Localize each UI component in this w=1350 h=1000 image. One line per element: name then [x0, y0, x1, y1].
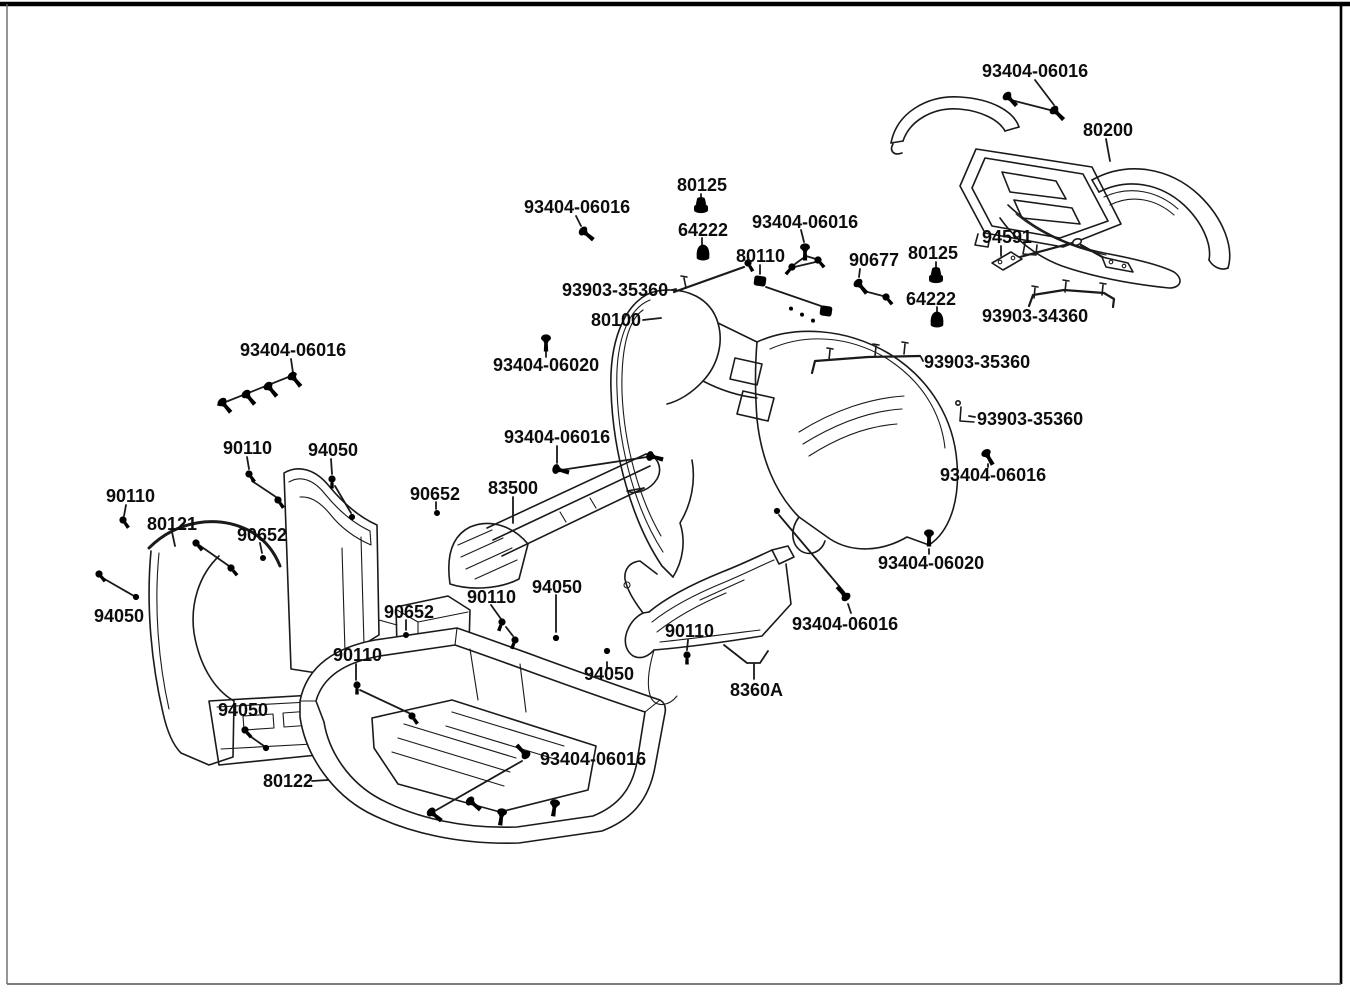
- pin-screw-icon: [604, 648, 610, 660]
- part-label-94050: 94050: [308, 440, 359, 460]
- part-label-80121: 80121: [147, 514, 198, 534]
- u-nut-clip-icon: [753, 275, 766, 287]
- fender-stud-icon: [800, 312, 806, 324]
- part-label-90110: 90110: [467, 587, 517, 607]
- part-label-80100: 80100: [591, 310, 642, 330]
- pin-screw-icon: [132, 593, 145, 606]
- part-label-64222: 64222: [678, 220, 729, 240]
- part-label-80110: 80110: [736, 246, 786, 266]
- part-label-93903-35360: 93903-35360: [924, 352, 1031, 372]
- part-label-90652: 90652: [410, 484, 461, 504]
- part-label-90110: 90110: [106, 486, 156, 506]
- part-label-90110: 90110: [333, 645, 383, 665]
- part-label-64222: 64222: [906, 289, 957, 309]
- part-label-93903-35360: 93903-35360: [562, 280, 669, 300]
- screw-icon: [118, 515, 131, 530]
- stay-rod-93903-35360-long: [812, 342, 920, 373]
- part-label-94591: 94591: [982, 227, 1033, 247]
- part-label-80125: 80125: [677, 175, 728, 195]
- screw-icon: [683, 651, 690, 664]
- screw-icon: [1001, 90, 1020, 109]
- flange-nut-icon: [694, 197, 708, 213]
- pin-screw-icon: [774, 508, 780, 520]
- part-label-80122: 80122: [263, 771, 314, 791]
- part-label-93404-06016: 93404-06016: [524, 197, 631, 217]
- part-label-93404-06016: 93404-06016: [752, 212, 859, 232]
- screw-icon: [645, 450, 664, 464]
- fender-stud-icon: [811, 318, 817, 330]
- fender-stud-icon: [789, 306, 795, 318]
- part-label-93903-35360: 93903-35360: [977, 409, 1084, 429]
- screw-icon: [833, 583, 852, 603]
- screw-icon: [577, 225, 597, 244]
- part-label-90652: 90652: [384, 602, 435, 622]
- screw-icon: [495, 617, 506, 632]
- part-label-80200: 80200: [1083, 120, 1134, 140]
- part-label-94050: 94050: [94, 606, 145, 626]
- screw-icon: [244, 469, 257, 484]
- u-nut-clip-icon: [819, 305, 832, 317]
- screw-icon: [551, 463, 570, 477]
- screw-icon: [262, 380, 281, 400]
- cap-nut-icon: [697, 244, 710, 260]
- part-label-93404-06016: 93404-06016: [504, 427, 611, 447]
- part-label-8360A: 8360A: [730, 680, 784, 700]
- screw-icon: [94, 569, 108, 584]
- screw-icon: [191, 538, 205, 553]
- part-label-94050: 94050: [532, 577, 583, 597]
- screw-icon: [881, 292, 895, 307]
- part-label-83500: 83500: [488, 478, 539, 498]
- screw-icon: [800, 243, 810, 260]
- part-label-93404-06016: 93404-06016: [792, 614, 899, 634]
- flange-nut-icon: [929, 267, 943, 283]
- stay-rod-93903-34360: [1029, 280, 1114, 307]
- screw-icon: [852, 277, 871, 297]
- part-label-94050: 94050: [584, 664, 635, 684]
- part-label-93404-06020: 93404-06020: [878, 553, 985, 573]
- part-label-90110: 90110: [223, 438, 273, 458]
- part-label-94050: 94050: [218, 700, 269, 720]
- screw-icon: [1048, 104, 1067, 123]
- part-label-93404-06020: 93404-06020: [493, 355, 600, 375]
- part-label-93903-34360: 93903-34360: [982, 306, 1089, 326]
- part-label-90110: 90110: [665, 621, 715, 641]
- part-label-80125: 80125: [908, 243, 959, 263]
- screw-icon: [541, 334, 551, 351]
- part-label-93404-06016: 93404-06016: [940, 465, 1047, 485]
- part-label-93404-06016: 93404-06016: [240, 340, 347, 360]
- pin-screw-icon: [553, 635, 559, 647]
- part-label-90652: 90652: [237, 525, 288, 545]
- clip-93903-35360: [956, 401, 974, 422]
- front-fender-assembly-80100: [611, 290, 958, 577]
- part-label-93404-06016: 93404-06016: [982, 61, 1089, 81]
- cap-nut-icon: [931, 311, 944, 327]
- screw-icon: [286, 370, 305, 390]
- part-label-90677: 90677: [849, 250, 900, 270]
- page-frame: [0, 4, 1350, 984]
- clip-icon: [258, 555, 267, 565]
- part-label-93404-06016: 93404-06016: [540, 749, 647, 769]
